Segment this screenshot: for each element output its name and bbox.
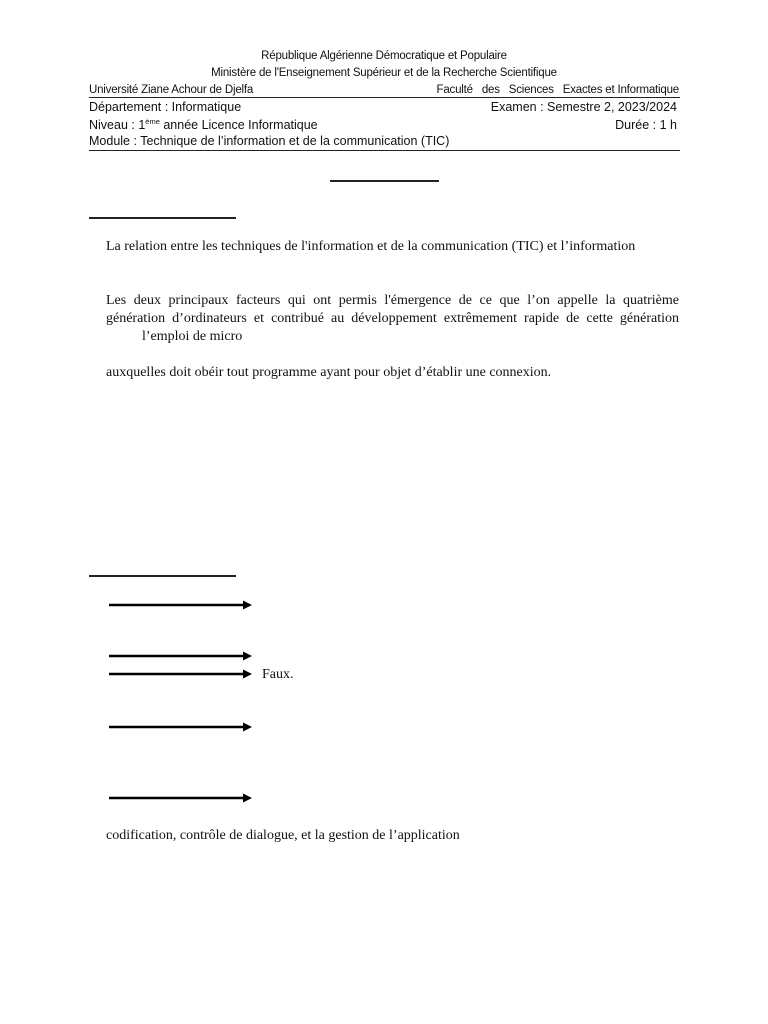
arrow-right-icon	[109, 600, 252, 610]
exam-info: Examen : Semestre 2, 2023/2024	[490, 100, 677, 114]
module: Module : Technique de l’information et de la communication (TIC)	[89, 134, 450, 148]
question-2-line-2: génération d’ordinateurs et contribué au développement extrêmement rapide de cette génération	[106, 311, 679, 326]
arrow-right-icon	[109, 669, 252, 679]
question-2-line-3: l’emploi de micro	[142, 329, 243, 344]
question-4-text: auxquelles doit obéir tout programme ayant pour objet d’établir une connexion.	[106, 365, 552, 380]
section-1-underline	[89, 217, 236, 219]
faux-answer: Faux.	[262, 667, 294, 682]
university-name: Université Ziane Achour de Djelfa	[89, 84, 254, 96]
header-rule-bottom	[89, 150, 680, 151]
question-2-line-1: Les deux principaux facteurs qui ont permis l'émergence de ce que l’on appelle la quatrième	[106, 293, 679, 308]
question-1-text: La relation entre les techniques de l'information et de la communication (TIC) et l’information	[106, 239, 636, 254]
republic-title: République Algérienne Démocratique et Populaire	[261, 50, 507, 62]
department: Département : Informatique	[89, 100, 242, 114]
ministry-title: Ministère de l'Enseignement Supérieur et de la Recherche Scientifique	[211, 67, 557, 79]
arrow-right-icon	[109, 651, 252, 661]
level: Niveau : 1ème année Licence Informatique	[89, 117, 318, 132]
last-answer-text: codification, contrôle de dialogue, et la gestion de l’application	[106, 828, 460, 843]
header-rule-top	[89, 97, 680, 98]
duration: Durée : 1 h	[615, 118, 677, 132]
section-2-underline	[89, 575, 236, 577]
arrow-right-icon	[109, 793, 252, 803]
title-underline	[330, 180, 439, 182]
faculty-name: Faculté des Sciences Exactes et Informatique	[436, 84, 679, 96]
arrow-right-icon	[109, 722, 252, 732]
